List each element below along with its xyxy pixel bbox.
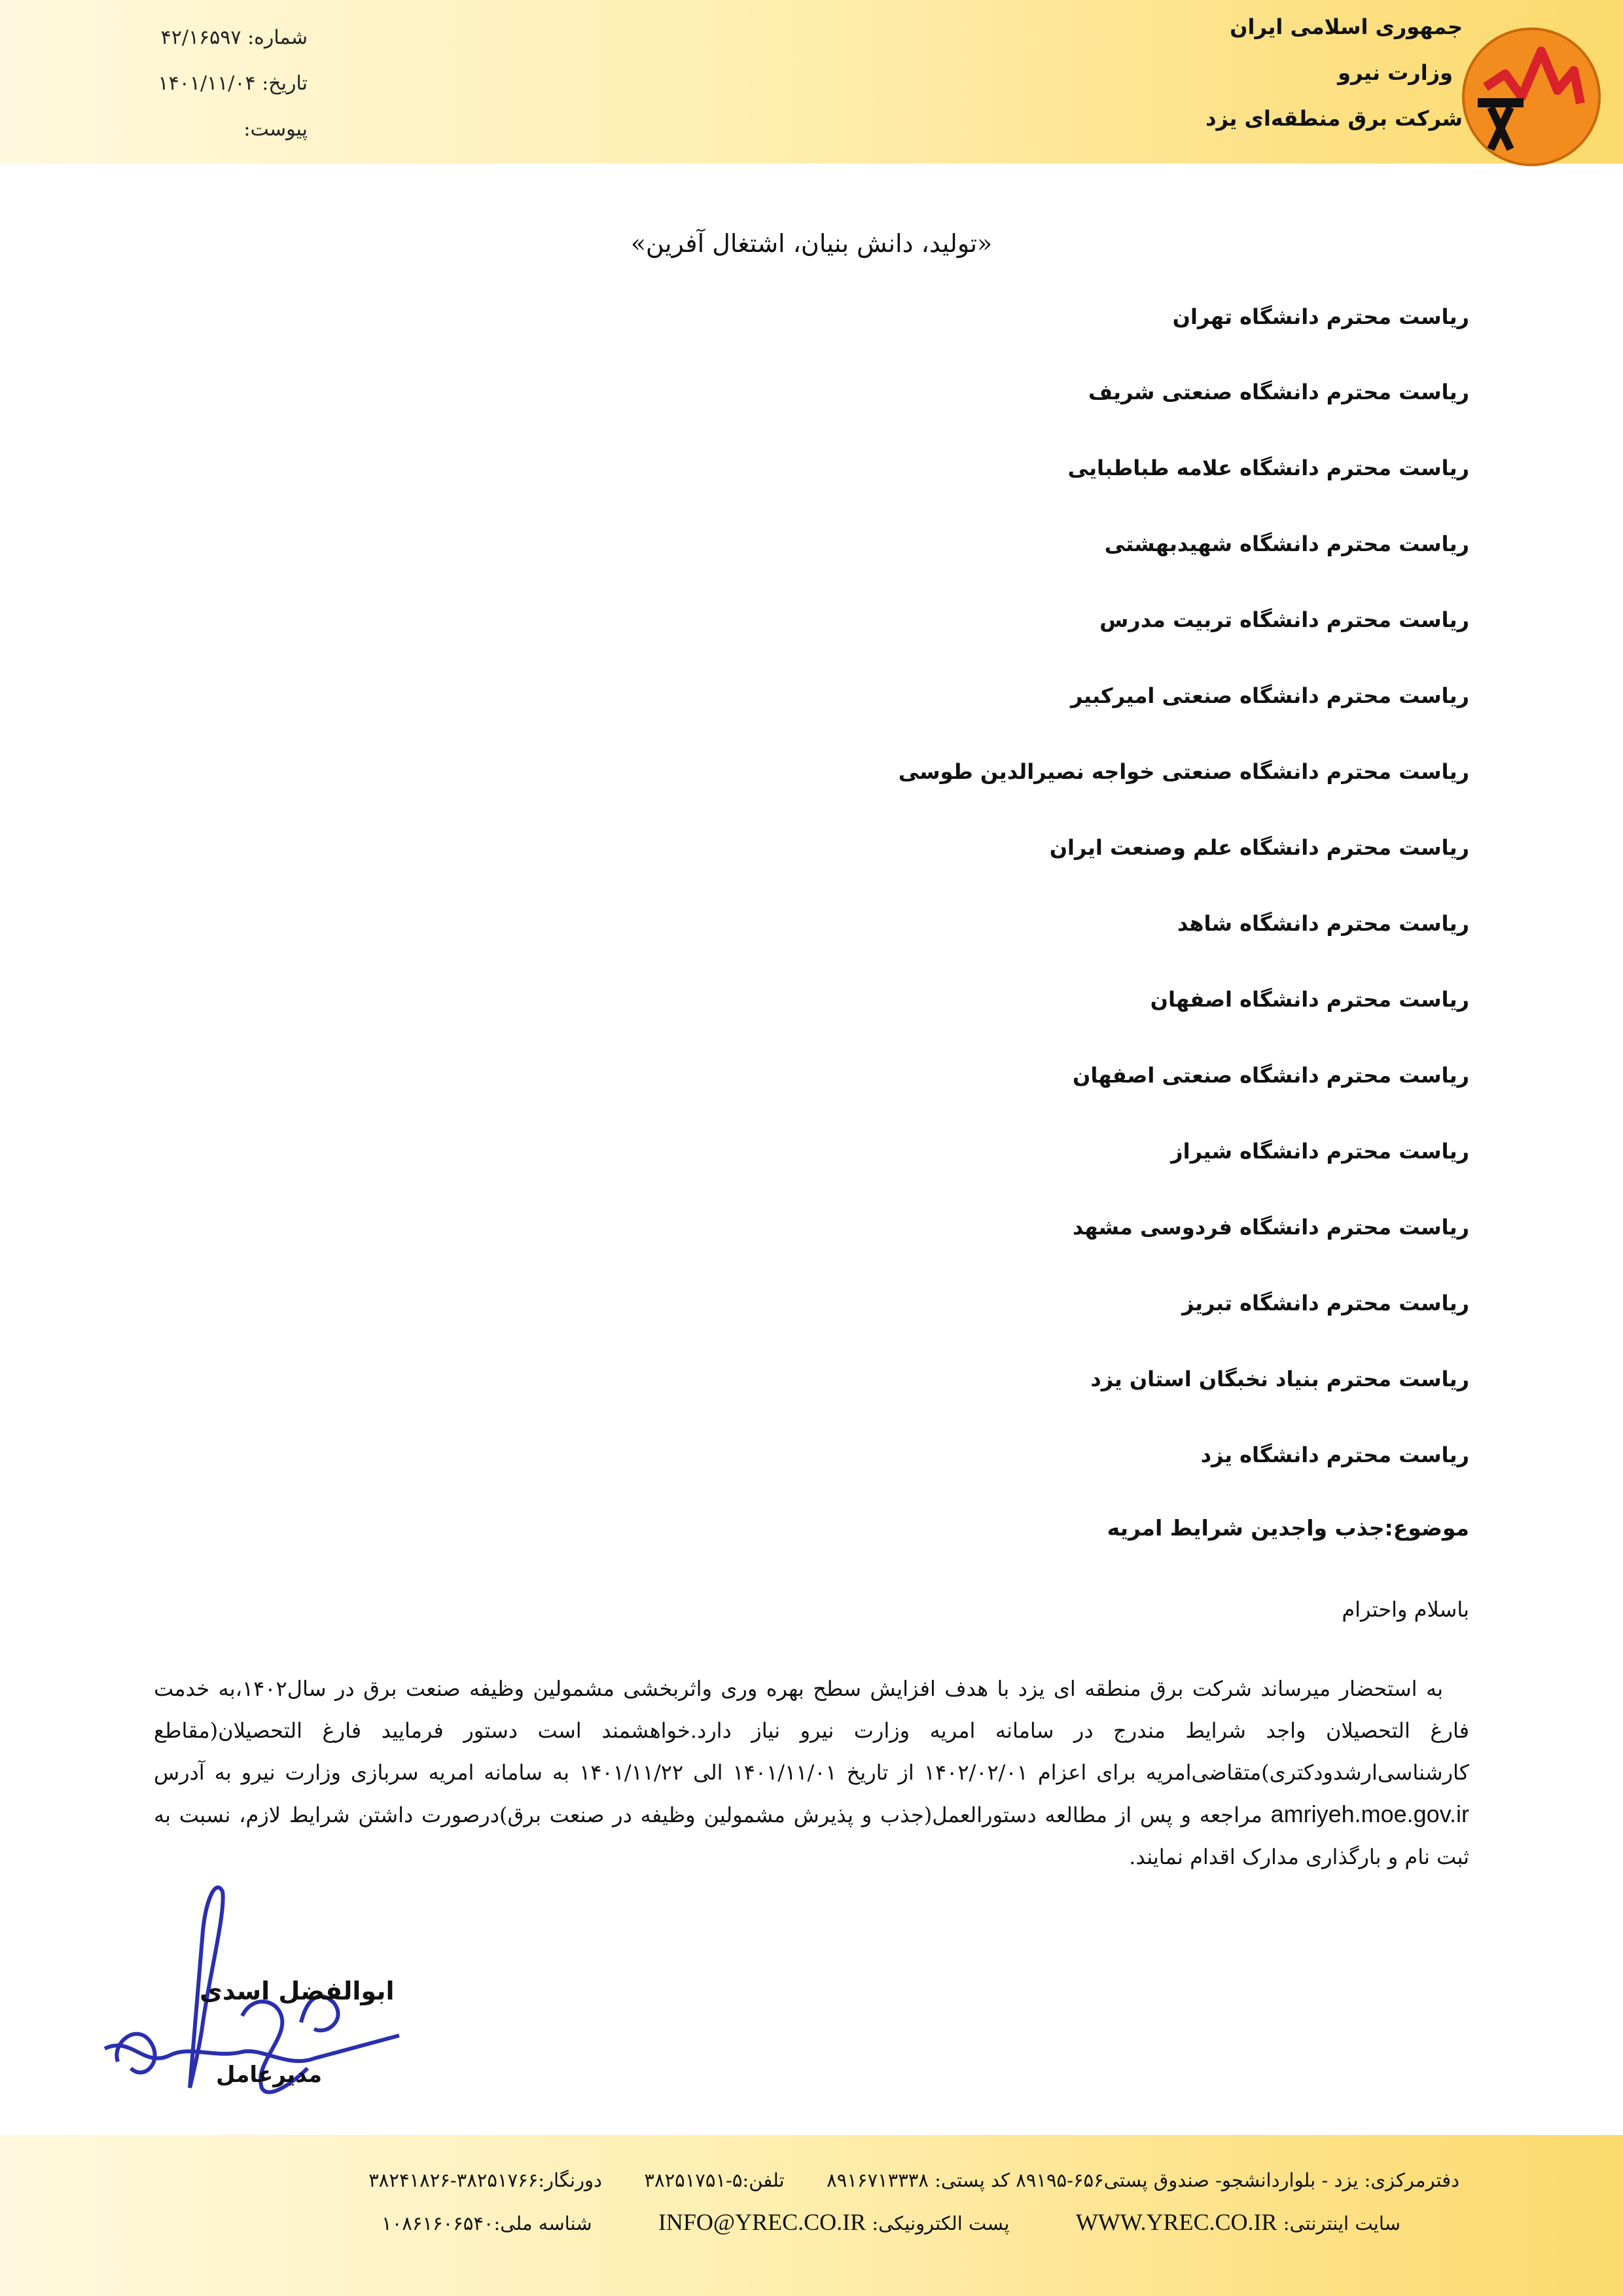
national-id: شناسه ملی:۱۰۸۶۱۶۰۶۵۴۰ — [382, 2212, 592, 2234]
portal-url: amriyeh.moe.gov.ir — [1270, 1801, 1470, 1827]
company-logo-icon — [1459, 25, 1603, 169]
body-text-part1: به استحضار میرساند شرکت برق منطقه ای یزد با هدف افزایش سطح بهره وری واثربخشی مشمولین وظیفه صنعت برق در سال۱۴۰۲،به خدمت فارغ التحصیلان واجد شرایط مندرج در سامانه امریه وزارت نیرو نیاز دارد.خواهشمند است دستور فرمایید فارغ التحصیلان(مقاطع کارشناسی‌ارشدودکتری)متقاضی‌امریه برای اعزام ۱۴۰۲/۰۲/۰۱ از تاریخ ۱۴۰۱/۱۱/۰۱ الی ۱۴۰۱/۱۱/۲۲ به سامانه امریه سربازی وزارت نیرو به آدرس — [154, 1676, 1470, 1785]
recipient-line: ریاست محترم دانشگاه صنعتی امیرکبیر — [1070, 683, 1469, 708]
number-label: شماره: — [247, 26, 308, 49]
recipient-line: ریاست محترم دانشگاه صنعتی خواجه نصیرالدین طوسی — [898, 759, 1469, 784]
recipient-line: ریاست محترم بنیاد نخبگان استان یزد — [1090, 1367, 1469, 1391]
greeting: باسلام واحترام — [1342, 1597, 1469, 1622]
recipient-line: ریاست محترم دانشگاه یزد — [1200, 1443, 1469, 1467]
email-label: پست الکترونیکی: — [872, 2212, 1010, 2234]
email-link[interactable]: INFO@YREC.CO.IR — [658, 2209, 866, 2235]
letter-body — [154, 1668, 1469, 1878]
recipient-line: ریاست محترم دانشگاه علم وصنعت ایران — [1049, 835, 1469, 860]
footer-phone: تلفن:۵-۳۸۲۵۱۷۵۱ — [644, 2169, 785, 2191]
recipient-line: ریاست محترم دانشگاه اصفهان — [1150, 987, 1469, 1012]
website-link[interactable]: WWW.YREC.CO.IR — [1075, 2209, 1277, 2235]
body-paragraph — [154, 1668, 1469, 1878]
footer-fax: دورنگار:۳۸۲۵۱۷۶۶-۳۸۲۴۱۸۲۶ — [368, 2169, 602, 2191]
letter-footer — [0, 2135, 1623, 2296]
body-text-part2: مراجعه و پس از مطالعه دستورالعمل(جذب و پذیرش مشمولین وظیفه در صنعت برق)درصورت داشتن شرایط لازم، نسبت به ثبت نام و بارگذاری مدارک اقدام نمایند. — [154, 1803, 1469, 1869]
letterhead — [0, 0, 1623, 164]
recipient-line: ریاست محترم دانشگاه صنعتی اصفهان — [1073, 1063, 1469, 1088]
footer-address: دفترمرکزی: یزد - بلواردانشجو- صندوق پستی۶۵۶-۸۹۱۹۵ کد پستی: ۸۹۱۶۷۱۳۳۳۸ — [827, 2169, 1459, 2191]
recipient-line: ریاست محترم دانشگاه تهران — [1172, 304, 1469, 329]
recipient-line: ریاست محترم دانشگاه علامه طباطبایی — [1067, 456, 1469, 480]
signer-name: ابوالفضل اسدی — [200, 1977, 395, 2005]
recipient-line: ریاست محترم دانشگاه شاهد — [1177, 911, 1469, 936]
recipient-line: ریاست محترم دانشگاه فردوسی مشهد — [1072, 1215, 1469, 1240]
signer-title: مدیرعامل — [216, 2062, 322, 2088]
recipient-line: ریاست محترم دانشگاه شهیدبهشتی — [1104, 531, 1469, 556]
number-value: ۴۲/۱۶۵۹۷ — [160, 26, 241, 49]
attachment-label: پیوست: — [243, 118, 308, 141]
website-label: سایت اینترنتی: — [1283, 2212, 1400, 2234]
letter-subject: موضوع:جذب واجدین شرایط امریه — [1107, 1515, 1469, 1541]
date-value: ۱۴۰۱/۱۱/۰۴ — [158, 72, 256, 95]
recipient-line: ریاست محترم دانشگاه صنعتی شریف — [1088, 380, 1469, 404]
recipient-line: ریاست محترم دانشگاه تربیت مدرس — [1099, 607, 1469, 632]
footer-contact-line — [368, 2169, 1459, 2191]
company-name: شرکت برق منطقه‌ای یزد — [1205, 106, 1463, 131]
slogan: «تولید، دانش بنیان، اشتغال آفرین» — [630, 229, 993, 258]
recipient-line: ریاست محترم دانشگاه شیراز — [1171, 1139, 1469, 1164]
letter-number — [118, 26, 308, 49]
letter-attachment — [118, 118, 308, 141]
recipient-line: ریاست محترم دانشگاه تبریز — [1182, 1291, 1469, 1316]
date-label: تاریخ: — [262, 72, 308, 95]
ministry-name: وزارت نیرو — [1338, 60, 1453, 85]
letter-date — [118, 72, 308, 95]
country-name: جمهوری اسلامی ایران — [1230, 14, 1463, 39]
footer-web-line — [382, 2208, 1400, 2236]
handwritten-signature — [92, 1872, 432, 2147]
